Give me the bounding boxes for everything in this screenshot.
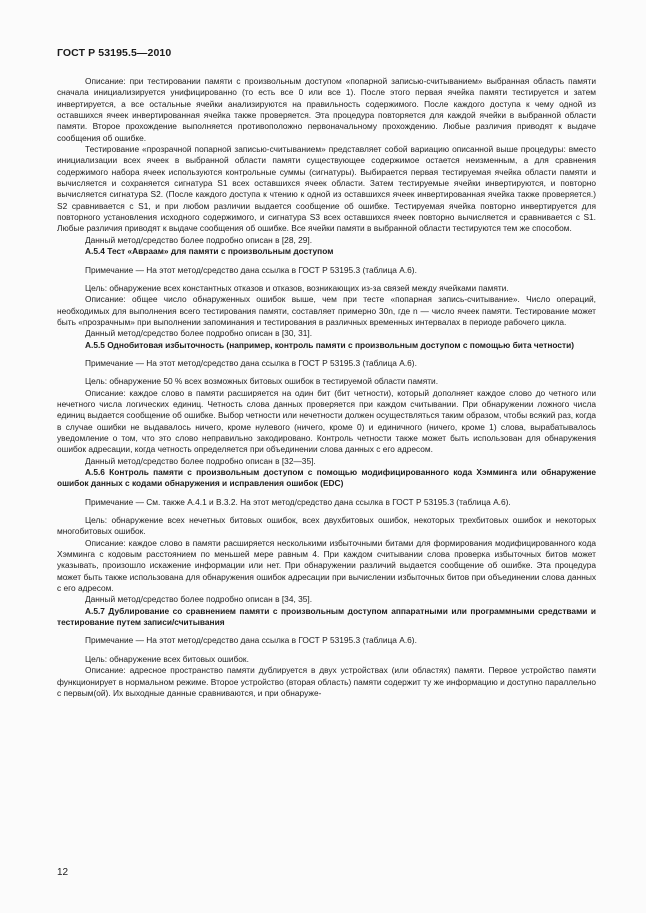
note: Примечание — На этот метод/средство дана ссылка в ГОСТ Р 53195.3 (таблица А.6). bbox=[85, 357, 417, 368]
paragraph: Цель: обнаружение всех битовых ошибок. bbox=[85, 653, 249, 664]
section-heading: А.5.6 Контроль памяти с произвольным доступом с помощью модифицированного кода Хэмминга или обнаружение ошибок данных с кодами обнаружения и исправления ошибок (EDC) bbox=[57, 467, 596, 489]
paragraph: Описание: адресное пространство памяти дублируется в двух устройствах (или областях) памяти. Первое устройство памяти функционирует в нормальном режиме. Второе устройство (вторая область) памяти содержит ту же информацию и доступно параллельно с первым(ой). Их выходные данные сравниваются, и при обнаруже- bbox=[57, 665, 596, 698]
note: Примечание — На этот метод/средство дана ссылка в ГОСТ Р 53195.3 (таблица А.6). bbox=[85, 635, 417, 646]
paragraph: Описание: общее число обнаруженных ошибок выше, чем при тесте «попарная запись-считывание». Число операций, необходимых для выполнения всего тестирования памяти, составляет примерно 30n, где n — число ячеек памяти. Тестирование может быть «прозрачным» при выполнении запоминания и тестирования в различных временных интервалах в периоде рабочего цикла. bbox=[57, 294, 596, 327]
paragraph: Тестирование «прозрачной попарной записью-считыванием» представляет собой вариацию описанной выше процедуры: вместо инициализации всех ячеек в выбранной области памяти существующее содержимое остается неизменным, а для сравнения содержимого набора ячеек используются контрольные суммы (сигнатуры). Выбирается первая тестируемая ячейка области памяти и вычисляется и сохраняется сигнатура S1 всех оставшихся ячеек области. Затем тестируемые ячейки инвертируются, и повторно вычисляется сигнатура S2. (После каждого доступа к чтению к одной из оставшихся ячеек инвертированная ячейка также проверяется.) S2 сравнивается с S1, и при любом различии выдается сообщение об ошибке. Тестируемая ячейка повторно инвертируется для повторного установления исходного содержимого, и сигнатура S3 всех оставшихся ячеек повторно вычисляется и сравнивается с S1. Любые различия приводят к выдаче сообщения об ошибке. Все ячейки памяти в выбранной области тестируются тем же способом. bbox=[57, 144, 596, 234]
paragraph: Данный метод/средство более подробно описан в [34, 35]. bbox=[85, 594, 313, 605]
section-heading: А.5.7 Дублирование со сравнением памяти с произвольным доступом аппаратными или программными средствами и тестирование путем записи/считывания bbox=[57, 605, 596, 628]
page-number: 12 bbox=[57, 867, 69, 878]
document-body bbox=[57, 76, 596, 699]
paragraph: Данный метод/средство более подробно описан в [30, 31]. bbox=[85, 328, 313, 339]
paragraph: Описание: каждое слово в памяти расширяется на один бит (бит четности), который дополняет каждое слово до четного или нечетного числа логических единиц. Четность слова данных проверяется при каждом считывании. При обнаружении ложного числа единиц выдается сообщение об ошибке. Выбор четности или нечетности должен осуществляться таким образом, чтобы всякий раз, когда в случае ошибки не выдавалось ничего, кроме нулевого (ничего, кроме 0) и единичного (ничего, кроме 1) слова, вырабатывалось уведомление о том, что это слово неправильно закодировано. Контроль четности также может быть использован для обнаружения ошибок адресации, когда четность определяется при объединении слова данных с его адресом. bbox=[57, 387, 596, 455]
paragraph: Цель: обнаружение всех нечетных битовых ошибок, всех двухбитовых ошибок, некоторых трехбитовых ошибок и некоторых многобитовых ошибок. bbox=[57, 515, 596, 537]
paragraph: Цель: обнаружение 50 % всех возможных битовых ошибок в тестируемой области памяти. bbox=[85, 376, 439, 387]
paragraph: Описание: каждое слово в памяти расширяется несколькими избыточными битами для формирования модифицированного кода Хэмминга с кодовым расстоянием по меньшей мере равным 4. При каждом считывании слова проверка избыточных битов может указывать, произошло искажение информации или нет. При обнаружении различий выдается сообщение об ошибке. Эта процедура может быть также использована для обнаружения ошибок адресации при вычислении избыточных битов при объединении слова данных с его адресом. bbox=[57, 537, 596, 594]
section-heading: А.5.4 Тест «Авраам» для памяти с произвольным доступом bbox=[85, 246, 334, 257]
note: Примечание — См. также А.4.1 и В.3.2. На этот метод/средство дана ссылка в ГОСТ Р 53195.3 (таблица А.6). bbox=[85, 496, 511, 507]
paragraph: Цель: обнаружение всех константных отказов и отказов, возникающих из-за связей между ячейками памяти. bbox=[85, 282, 509, 293]
paragraph: Описание: при тестировании памяти с произвольным доступом «попарной записью-считыванием» выбранная область памяти сначала инициализируется унифицированно (то есть все 0 или все 1). После этого первая ячейка памяти тестируется и затем инвертируется, а все остальные ячейки анализируются на правильность содержимого. После каждого доступа к чему одной из оставшихся ячеек инвертированная ячейка также проверяется. Эта процедура повторяется для каждой ячейки в выбранной области памяти. Второе прохождение выполняется противоположно первоначальному прохождению. Любые различия приводят к выдаче сообщения об ошибке. bbox=[57, 76, 596, 143]
paragraph: Данный метод/средство более подробно описан в [32—35]. bbox=[85, 455, 316, 466]
section-heading: А.5.5 Однобитовая избыточность (например, контроль памяти с произвольным доступом с помощью бита четности) bbox=[85, 339, 575, 350]
paragraph: Данный метод/средство более подробно описан в [28, 29]. bbox=[85, 234, 313, 245]
document-header: ГОСТ Р 53195.5—2010 bbox=[57, 47, 172, 59]
note: Примечание — На этот метод/средство дана ссылка в ГОСТ Р 53195.3 (таблица А.6). bbox=[85, 264, 417, 275]
